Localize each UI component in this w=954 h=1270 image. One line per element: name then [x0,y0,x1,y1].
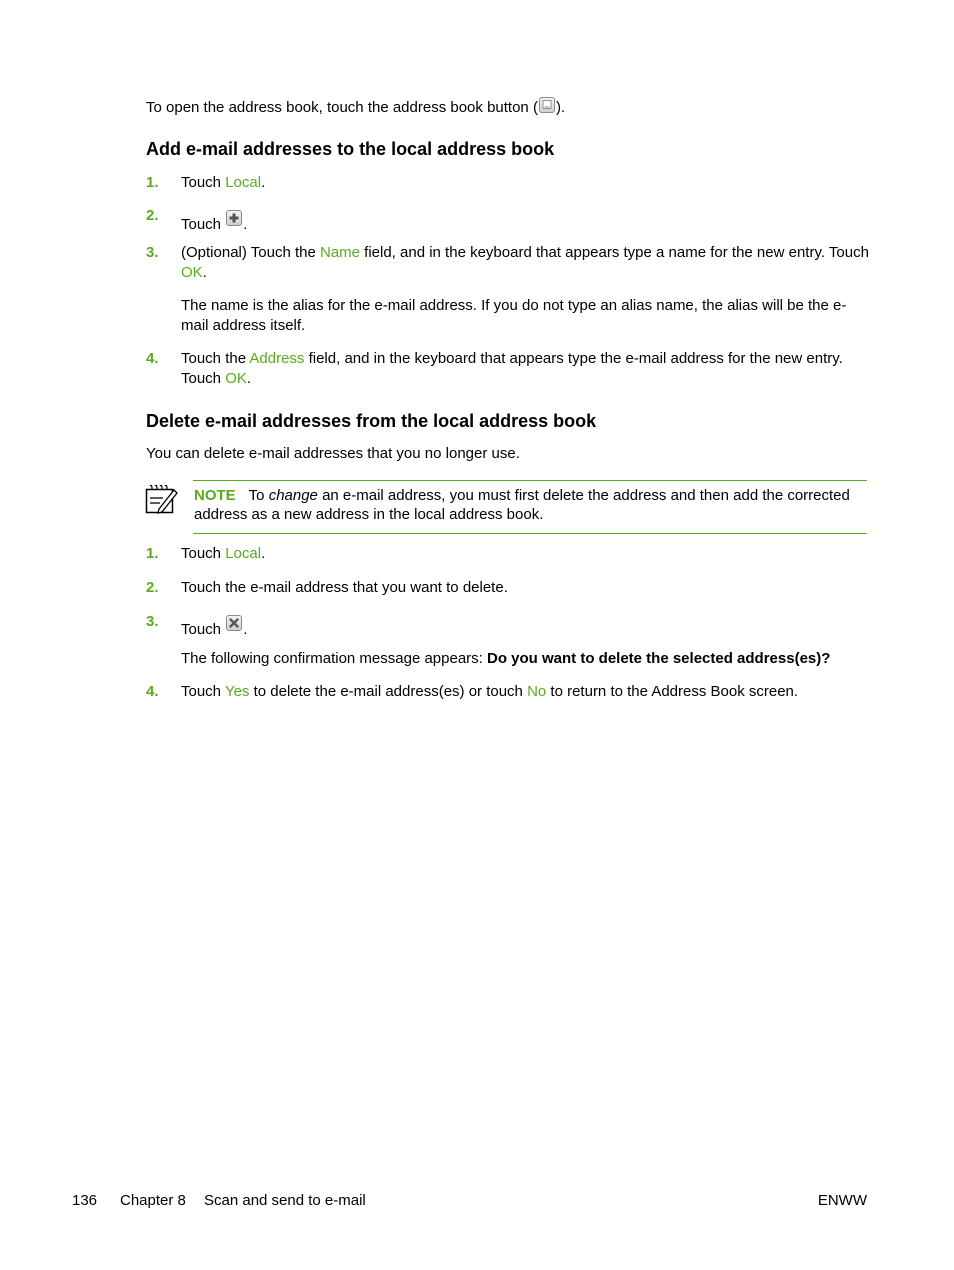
delete-step-4-number: 4. [146,683,159,700]
add-step-3 [181,243,871,283]
note-label: NOTE [194,487,236,504]
link-local[interactable]: Local [225,545,262,562]
note-text-part: To [248,487,269,504]
note-text [194,486,864,524]
confirmation-message [181,649,871,669]
step-text: . [261,174,266,191]
delete-step-4 [181,682,871,702]
step-text: . [243,216,248,233]
add-step-1-number: 1. [146,174,159,191]
delete-step-3-number: 3. [146,613,159,630]
footer-chapter: Chapter 8 [120,1192,186,1209]
step-text: field, and in the keyboard that appears type the e-mail address for the new entry. Touch [181,350,843,387]
confirmation-prompt: Do you want to delete the selected address(es)? [487,650,831,667]
step-text: Touch [181,621,226,638]
link-ok[interactable]: OK [225,370,247,387]
note-callout [193,480,867,534]
step-text: . [246,370,252,387]
add-step-4-number: 4. [146,350,159,367]
delete-step-2-number: 2. [146,579,159,596]
note-pencil-icon [145,484,179,522]
add-step-1 [181,173,871,193]
add-plus-icon [226,210,242,226]
heading-delete-addresses: Delete e-mail addresses from the local address book [146,411,597,431]
delete-step-3 [181,615,871,640]
note-emphasis: change [268,487,318,504]
footer-chapter-title: Scan and send to e-mail [204,1192,366,1209]
address-book-icon [539,97,555,113]
link-yes[interactable]: Yes [224,683,250,700]
add-step-4 [181,349,871,389]
link-address-field[interactable]: Address [249,350,305,367]
link-local[interactable]: Local [225,174,262,191]
step-text: to return to the Address Book screen. [546,683,799,700]
step-text: (Optional) Touch the [181,244,320,261]
step-text: Touch [181,683,225,700]
delete-step-1-number: 1. [146,545,159,562]
step-text: Touch [181,174,226,191]
footer-locale: ENWW [817,1192,867,1209]
intro-line [146,97,565,118]
add-step-2-number: 2. [146,207,159,224]
step-text: Touch the [181,350,250,367]
step-text: . [261,545,266,562]
intro-after: ). [555,99,566,116]
add-step-3-explanation: The name is the alias for the e-mail address. If you do not type an alias name, the alias will be the e-mail address itself. [181,297,847,334]
page-number: 136 [72,1192,98,1209]
delete-step-1 [181,544,871,564]
add-step-2 [181,210,871,235]
delete-intro: You can delete e-mail addresses that you no longer use. [146,445,520,462]
delete-step-2: Touch the e-mail address that you want to delete. [181,579,508,596]
link-ok[interactable]: OK [181,264,203,281]
link-name-field[interactable]: Name [319,244,360,261]
step-text: . [202,264,207,281]
add-step-3-number: 3. [146,244,159,261]
heading-add-addresses: Add e-mail addresses to the local address book [146,139,555,159]
step-text: Touch [181,216,226,233]
step-text: . [243,621,248,638]
note-text-part: an e-mail address, you must first delete the address and then add the corrected address as a new address in the local address book. [194,487,850,523]
delete-x-icon [226,615,242,631]
step-text: The following confirmation message appears: [181,650,487,667]
intro-before: To open the address book, touch the address book button ( [146,99,538,116]
step-text: field, and in the keyboard that appears type a name for the new entry. Touch [360,244,869,261]
link-no[interactable]: No [527,683,547,700]
step-text: Touch [181,545,226,562]
step-text: to delete the e-mail address(es) or touch [249,683,528,700]
